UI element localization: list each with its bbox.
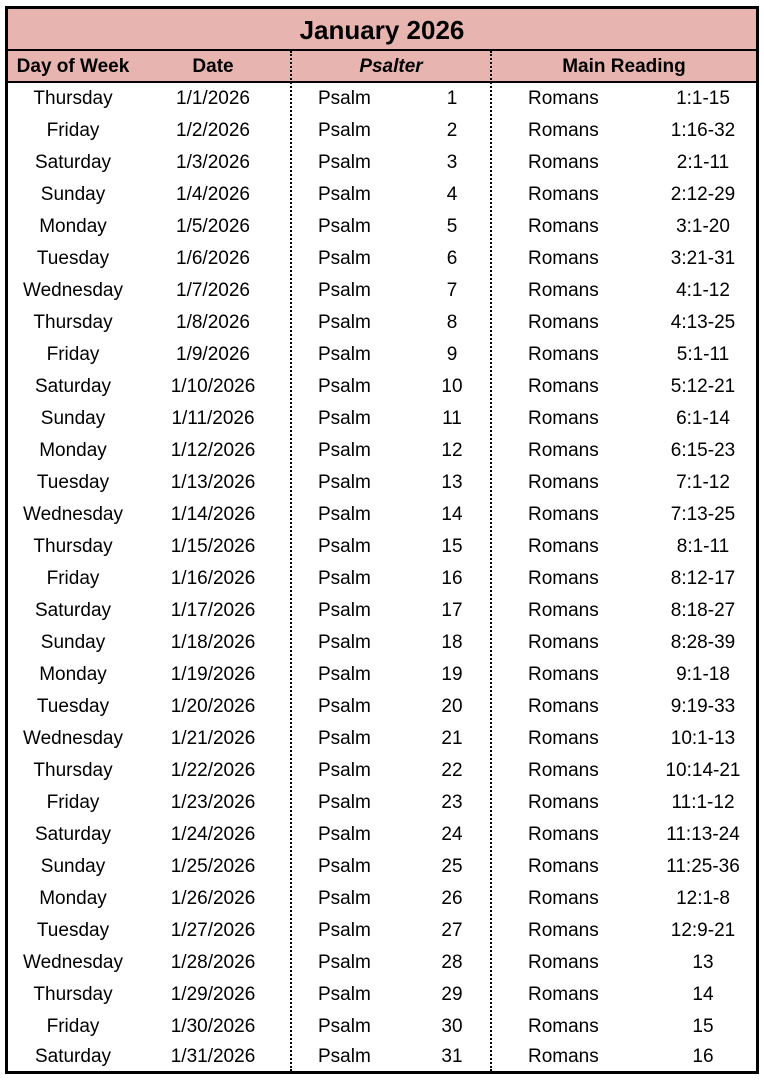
cell-psalm-number: 16 (441, 568, 463, 589)
cell-psalm-number: 2 (446, 120, 458, 141)
table-header (8, 51, 756, 83)
cell-psalm-number: 11 (442, 408, 462, 429)
cell-psalm-number: 25 (441, 856, 463, 877)
cell-psalm-label: Psalm (318, 728, 371, 749)
cell-psalm-label: Psalm (318, 376, 371, 397)
cell-day-of-week: Wednesday (23, 504, 123, 525)
table-row (8, 819, 756, 851)
cell-date: 1/7/2026 (176, 280, 250, 301)
cell-psalm-label: Psalm (318, 600, 371, 621)
cell-reference: 8:18-27 (670, 600, 736, 621)
cell-date: 1/1/2026 (176, 88, 250, 109)
cell-psalm-number: 23 (441, 792, 463, 813)
cell-psalm-label: Psalm (318, 216, 371, 237)
cell-reference: 10:14-21 (665, 760, 741, 781)
cell-day-of-week: Saturday (34, 600, 112, 621)
table-row (8, 851, 756, 883)
cell-psalm-number: 29 (441, 984, 463, 1005)
cell-psalm-label: Psalm (318, 280, 371, 301)
cell-psalm-label: Psalm (318, 472, 371, 493)
cell-date: 1/22/2026 (170, 760, 256, 781)
table-row (8, 83, 756, 115)
cell-book: Romans (528, 504, 599, 525)
cell-date: 1/12/2026 (170, 440, 256, 461)
cell-reference: 2:1-11 (676, 152, 730, 173)
header-day-of-week: Day of Week (16, 56, 130, 77)
cell-date: 1/19/2026 (170, 664, 256, 685)
cell-book: Romans (528, 568, 599, 589)
cell-date: 1/5/2026 (176, 216, 250, 237)
cell-psalm-label: Psalm (318, 88, 371, 109)
cell-reference: 1:1-15 (676, 88, 730, 109)
cell-reference: 14 (692, 984, 714, 1005)
cell-psalm-label: Psalm (318, 568, 371, 589)
cell-reference: 5:1-11 (676, 344, 730, 365)
cell-psalm-label: Psalm (318, 1046, 371, 1067)
cell-reference: 3:21-31 (670, 248, 736, 269)
cell-date: 1/31/2026 (170, 1046, 256, 1067)
cell-psalm-label: Psalm (318, 984, 371, 1005)
cell-date: 1/11/2026 (171, 408, 255, 429)
cell-day-of-week: Monday (39, 440, 107, 461)
cell-day-of-week: Wednesday (23, 728, 123, 749)
cell-date: 1/18/2026 (170, 632, 256, 653)
table-row (8, 435, 756, 467)
header-main-reading: Main Reading (562, 56, 686, 77)
page-title: January 2026 (8, 9, 756, 51)
cell-reference: 10:1-13 (670, 728, 736, 749)
table-row (8, 627, 756, 659)
cell-book: Romans (528, 1046, 599, 1067)
cell-psalm-label: Psalm (318, 888, 371, 909)
cell-psalm-label: Psalm (318, 760, 371, 781)
cell-psalm-label: Psalm (318, 632, 371, 653)
cell-date: 1/2/2026 (176, 120, 250, 141)
cell-day-of-week: Wednesday (23, 952, 123, 973)
table-row (8, 915, 756, 947)
cell-date: 1/9/2026 (176, 344, 250, 365)
cell-day-of-week: Monday (39, 888, 107, 909)
cell-psalm-label: Psalm (318, 536, 371, 557)
table-row (8, 243, 756, 275)
cell-book: Romans (528, 472, 599, 493)
cell-reference: 6:1-14 (676, 408, 730, 429)
cell-psalm-number: 9 (446, 344, 458, 365)
table-row (8, 307, 756, 339)
cell-book: Romans (528, 856, 599, 877)
cell-book: Romans (528, 1016, 599, 1037)
table-row (8, 659, 756, 691)
cell-day-of-week: Saturday (34, 152, 112, 173)
table-row (8, 595, 756, 627)
cell-date: 1/20/2026 (170, 696, 256, 717)
cell-date: 1/29/2026 (170, 984, 256, 1005)
cell-reference: 8:28-39 (670, 632, 736, 653)
table-row (8, 467, 756, 499)
cell-book: Romans (528, 216, 599, 237)
table-row (8, 147, 756, 179)
cell-psalm-label: Psalm (318, 952, 371, 973)
cell-date: 1/24/2026 (170, 824, 256, 845)
table-row (8, 531, 756, 563)
cell-reference: 16 (692, 1046, 714, 1067)
table-row (8, 339, 756, 371)
cell-date: 1/13/2026 (170, 472, 256, 493)
cell-date: 1/3/2026 (176, 152, 250, 173)
cell-book: Romans (528, 376, 599, 397)
cell-book: Romans (528, 888, 599, 909)
cell-day-of-week: Thursday (33, 88, 113, 109)
cell-psalm-number: 19 (441, 664, 463, 685)
table-row (8, 947, 756, 979)
cell-psalm-label: Psalm (318, 312, 371, 333)
cell-date: 1/16/2026 (170, 568, 256, 589)
cell-day-of-week: Monday (39, 664, 107, 685)
cell-psalm-number: 26 (441, 888, 463, 909)
table-row (8, 1043, 756, 1071)
cell-book: Romans (528, 344, 599, 365)
cell-psalm-number: 31 (441, 1046, 463, 1067)
cell-book: Romans (528, 120, 599, 141)
cell-psalm-number: 10 (441, 376, 463, 397)
cell-psalm-number: 3 (446, 152, 458, 173)
cell-psalm-label: Psalm (318, 120, 371, 141)
table-row (8, 755, 756, 787)
table-row (8, 979, 756, 1011)
cell-reference: 4:1-12 (676, 280, 730, 301)
cell-book: Romans (528, 824, 599, 845)
table-row (8, 371, 756, 403)
cell-psalm-number: 12 (441, 440, 463, 461)
cell-date: 1/27/2026 (170, 920, 256, 941)
cell-psalm-number: 7 (446, 280, 458, 301)
cell-day-of-week: Sunday (40, 632, 106, 653)
cell-day-of-week: Friday (46, 792, 100, 813)
cell-book: Romans (528, 920, 599, 941)
cell-psalm-number: 30 (441, 1016, 463, 1037)
cell-psalm-label: Psalm (318, 504, 371, 525)
cell-book: Romans (528, 152, 599, 173)
cell-psalm-number: 5 (446, 216, 458, 237)
cell-book: Romans (528, 440, 599, 461)
cell-reference: 9:1-18 (676, 664, 730, 685)
cell-date: 1/30/2026 (170, 1016, 256, 1037)
cell-day-of-week: Thursday (33, 312, 113, 333)
cell-reference: 13 (692, 952, 714, 973)
cell-day-of-week: Friday (46, 568, 100, 589)
cell-date: 1/17/2026 (170, 600, 256, 621)
table-row (8, 179, 756, 211)
cell-book: Romans (528, 408, 599, 429)
cell-reference: 5:12-21 (670, 376, 736, 397)
cell-day-of-week: Wednesday (23, 280, 123, 301)
cell-day-of-week: Thursday (33, 984, 113, 1005)
cell-day-of-week: Tuesday (36, 920, 110, 941)
cell-day-of-week: Friday (46, 344, 100, 365)
header-date: Date (192, 56, 234, 77)
cell-day-of-week: Thursday (33, 536, 113, 557)
table-row (8, 563, 756, 595)
cell-psalm-label: Psalm (318, 792, 371, 813)
cell-day-of-week: Saturday (34, 824, 112, 845)
cell-book: Romans (528, 952, 599, 973)
cell-psalm-number: 20 (441, 696, 463, 717)
cell-book: Romans (528, 984, 599, 1005)
cell-psalm-label: Psalm (318, 824, 371, 845)
cell-psalm-number: 1 (446, 88, 458, 109)
table-row (8, 115, 756, 147)
cell-day-of-week: Sunday (40, 184, 106, 205)
cell-reference: 1:16-32 (670, 120, 736, 141)
cell-book: Romans (528, 280, 599, 301)
cell-book: Romans (528, 312, 599, 333)
cell-psalm-number: 28 (441, 952, 463, 973)
cell-date: 1/15/2026 (170, 536, 256, 557)
cell-date: 1/21/2026 (170, 728, 256, 749)
cell-psalm-number: 13 (441, 472, 463, 493)
cell-reference: 7:1-12 (676, 472, 730, 493)
cell-date: 1/4/2026 (176, 184, 250, 205)
table-body (8, 83, 756, 1071)
cell-book: Romans (528, 88, 599, 109)
table-row (8, 211, 756, 243)
cell-day-of-week: Thursday (33, 760, 113, 781)
cell-reference: 3:1-20 (676, 216, 730, 237)
cell-date: 1/10/2026 (170, 376, 256, 397)
cell-day-of-week: Tuesday (36, 248, 110, 269)
cell-psalm-label: Psalm (318, 184, 371, 205)
cell-day-of-week: Friday (46, 1016, 100, 1037)
cell-day-of-week: Friday (46, 120, 100, 141)
cell-psalm-label: Psalm (318, 696, 371, 717)
cell-book: Romans (528, 184, 599, 205)
cell-book: Romans (528, 600, 599, 621)
cell-date: 1/26/2026 (170, 888, 256, 909)
cell-date: 1/25/2026 (170, 856, 256, 877)
cell-book: Romans (528, 248, 599, 269)
cell-psalm-label: Psalm (318, 408, 371, 429)
header-psalter: Psalter (359, 56, 423, 77)
cell-reference: 11:25-36 (666, 856, 740, 877)
table-row (8, 723, 756, 755)
cell-psalm-number: 8 (446, 312, 458, 333)
cell-reference: 11:13-24 (666, 824, 740, 845)
cell-reference: 8:12-17 (670, 568, 736, 589)
table-row (8, 403, 756, 435)
cell-reference: 6:15-23 (670, 440, 736, 461)
cell-day-of-week: Saturday (34, 376, 112, 397)
cell-day-of-week: Tuesday (36, 472, 110, 493)
cell-psalm-number: 17 (441, 600, 463, 621)
table-row (8, 883, 756, 915)
cell-reference: 11:1-12 (671, 792, 735, 813)
cell-date: 1/8/2026 (176, 312, 250, 333)
cell-book: Romans (528, 792, 599, 813)
table-row (8, 499, 756, 531)
cell-date: 1/6/2026 (176, 248, 250, 269)
cell-date: 1/23/2026 (170, 792, 256, 813)
cell-reference: 12:1-8 (676, 888, 730, 909)
table-row (8, 1011, 756, 1043)
cell-day-of-week: Sunday (40, 408, 106, 429)
cell-psalm-label: Psalm (318, 1016, 371, 1037)
cell-book: Romans (528, 664, 599, 685)
cell-reference: 7:13-25 (670, 504, 736, 525)
cell-psalm-number: 21 (441, 728, 463, 749)
cell-reference: 12:9-21 (670, 920, 736, 941)
cell-psalm-label: Psalm (318, 248, 371, 269)
cell-psalm-number: 6 (446, 248, 458, 269)
cell-reference: 4:13-25 (670, 312, 736, 333)
cell-day-of-week: Sunday (40, 856, 106, 877)
cell-date: 1/14/2026 (170, 504, 256, 525)
table-row (8, 691, 756, 723)
cell-psalm-number: 4 (446, 184, 458, 205)
cell-book: Romans (528, 696, 599, 717)
cell-reference: 8:1-11 (676, 536, 730, 557)
table-row (8, 275, 756, 307)
cell-reference: 15 (692, 1016, 714, 1037)
cell-book: Romans (528, 632, 599, 653)
cell-psalm-label: Psalm (318, 664, 371, 685)
cell-book: Romans (528, 728, 599, 749)
cell-psalm-number: 24 (441, 824, 463, 845)
cell-psalm-label: Psalm (318, 920, 371, 941)
cell-reference: 9:19-33 (670, 696, 736, 717)
cell-book: Romans (528, 760, 599, 781)
cell-day-of-week: Monday (39, 216, 107, 237)
cell-psalm-label: Psalm (318, 344, 371, 365)
cell-psalm-number: 15 (441, 536, 463, 557)
cell-day-of-week: Saturday (34, 1046, 112, 1067)
cell-reference: 2:12-29 (670, 184, 736, 205)
cell-date: 1/28/2026 (170, 952, 256, 973)
cell-psalm-label: Psalm (318, 152, 371, 173)
cell-psalm-number: 14 (441, 504, 463, 525)
cell-book: Romans (528, 536, 599, 557)
cell-day-of-week: Tuesday (36, 696, 110, 717)
cell-psalm-label: Psalm (318, 440, 371, 461)
reading-plan-table (5, 6, 759, 1074)
table-row (8, 787, 756, 819)
cell-psalm-number: 18 (441, 632, 463, 653)
cell-psalm-number: 22 (441, 760, 463, 781)
cell-psalm-number: 27 (441, 920, 463, 941)
cell-psalm-label: Psalm (318, 856, 371, 877)
